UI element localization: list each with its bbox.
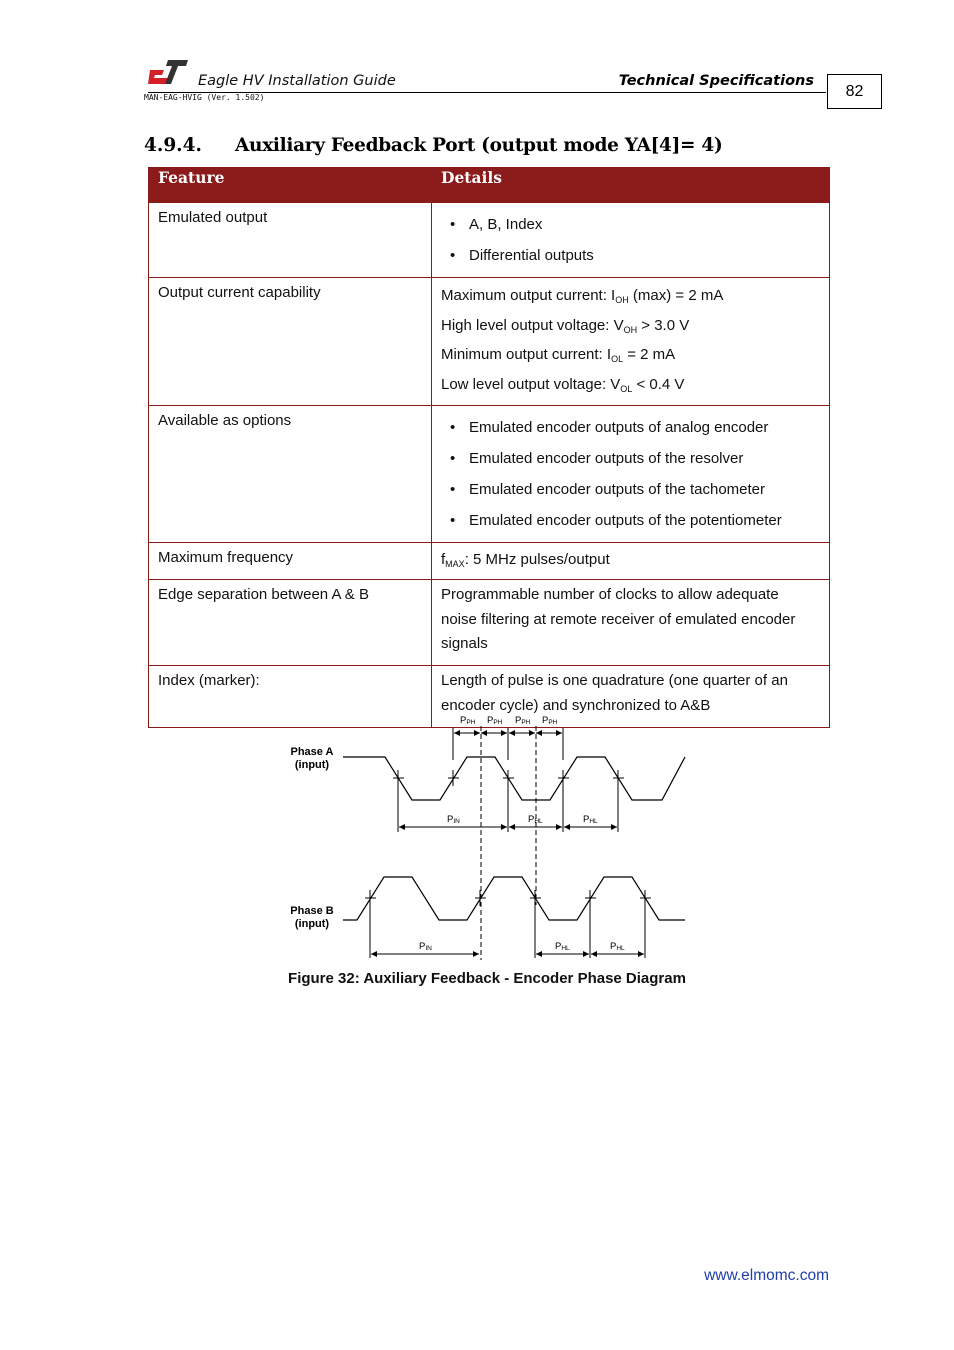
phase-a-dimensions: [398, 786, 618, 832]
document-version: MAN-EAG-HVIG (Ver. 1.502): [144, 93, 265, 102]
bullet-item: • Emulated encoder outputs of the resolver: [469, 444, 820, 474]
paragraph-line: Programmable number of clocks to allow adequate: [441, 586, 779, 603]
column-header-feature: Feature: [149, 168, 432, 203]
table-row: [149, 580, 830, 666]
column-header-details: Details: [432, 168, 830, 203]
spec-line: $f_{MAX}$: 5 MHz pulses/output: [441, 551, 610, 569]
pph-label: PPH: [542, 715, 558, 726]
page-number: 82: [827, 74, 882, 109]
document-title: Eagle HV Installation Guide: [198, 73, 396, 89]
paragraph-line: encoder cycle) and synchronized to A&B: [441, 696, 711, 714]
spec-line: High level output voltage: $V_{OH} > 3.0$ V: [441, 316, 690, 335]
encoder-phase-diagram: [280, 710, 700, 968]
spec-line: Minimum output current: $I_{OL} = 2$ mA: [441, 346, 676, 364]
paragraph-line: Length of pulse is one quadrature (one quarter of an: [441, 672, 788, 689]
feature-cell: Edge separation between A & B: [149, 580, 432, 666]
paragraph-line: signals: [441, 635, 488, 652]
phase-a-ticks: [393, 770, 624, 786]
feature-cell: Emulated output: [149, 203, 432, 278]
details-cell: [432, 406, 830, 543]
paragraph-line: noise filtering at remote receiver of emulated encoder: [441, 610, 796, 628]
elmo-logo-icon: [148, 58, 190, 88]
table-header-row: [149, 168, 830, 203]
pph-label: PPH: [487, 715, 503, 726]
details-cell: [432, 580, 830, 666]
bullet-item: • Emulated encoder outputs of the tachometer: [469, 475, 820, 505]
a-phl-label: PHL: [528, 814, 543, 825]
a-pin-label: PIN: [447, 814, 460, 825]
table-row: [149, 203, 830, 278]
section-heading: Auxiliary Feedback Port (output mode YA[4]= 4): [235, 135, 723, 156]
bullet-item: • A, B, Index: [469, 210, 820, 240]
table-row: [149, 278, 830, 406]
bullet-item: • Emulated encoder outputs of analog encoder: [469, 413, 820, 443]
section-title: Technical Specifications: [618, 73, 814, 89]
spec-line: Maximum output current: $I_{OH}$ (max) = 2 mA: [441, 287, 724, 305]
b-pin-label: PIN: [419, 941, 432, 952]
spec-line: Low level output voltage: $V_{OL} < 0.4$ V: [441, 375, 685, 394]
details-cell: [432, 278, 830, 406]
feature-cell: Index (marker):: [149, 666, 432, 728]
phase-a-label: Phase A: [290, 746, 334, 758]
feature-cell: Maximum frequency: [149, 543, 432, 580]
pph-label: PPH: [515, 715, 531, 726]
section-number: 4.9.4.: [144, 135, 202, 156]
phase-b-ticks: [365, 890, 651, 906]
a-phl-label: PHL: [583, 814, 598, 825]
table-row: [149, 406, 830, 543]
phase-b-waveform: [343, 877, 685, 920]
feature-cell: Available as options: [149, 406, 432, 543]
b-phl-label: PHL: [610, 941, 625, 952]
bullet-item: • Differential outputs: [469, 241, 820, 271]
website-link[interactable]: www.elmomc.com: [704, 1267, 829, 1284]
figure-caption: Figure 32: Auxiliary Feedback - Encoder Phase Diagram: [288, 970, 686, 987]
feature-cell: Output current capability: [149, 278, 432, 406]
bullet-item: • Emulated encoder outputs of the potentiometer: [469, 506, 820, 536]
details-cell: [432, 203, 830, 278]
details-cell: [432, 543, 830, 580]
phase-b-sublabel: (input): [294, 918, 330, 930]
phase-a-sublabel: (input): [294, 759, 330, 771]
alignment-dashed-lines: [481, 726, 536, 960]
phase-b-dimensions: [370, 906, 645, 958]
pph-label: PPH: [460, 715, 476, 726]
b-phl-label: PHL: [555, 941, 570, 952]
table-row: [149, 543, 830, 580]
spec-table: [148, 167, 830, 728]
phase-b-label: Phase B: [290, 905, 334, 917]
